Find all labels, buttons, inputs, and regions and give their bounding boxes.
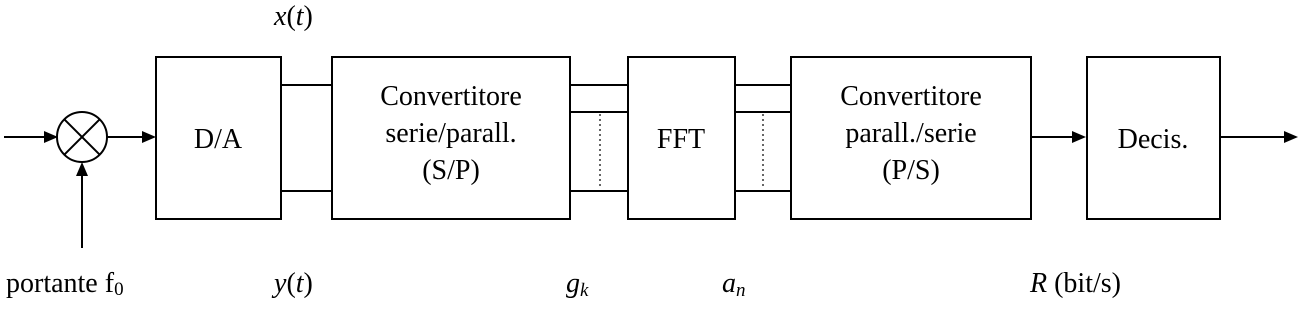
sp-converter-block (332, 57, 570, 219)
signal-x-t-label: x(t) (274, 1, 313, 32)
decision-block (1087, 57, 1220, 219)
decis-label: Decis. (1117, 124, 1189, 155)
sp-label-line-2: serie/parall. (385, 118, 517, 149)
da-label: D/A (193, 124, 243, 155)
fft-ps-parallel-lines (735, 85, 791, 191)
ps-converter-block (791, 57, 1031, 219)
carrier-arrowhead (76, 162, 88, 176)
sp-label-line-1: Convertitore (380, 81, 522, 112)
fft-label: FFT (656, 124, 706, 155)
da-block (156, 57, 281, 219)
output-arrowhead (1284, 131, 1298, 143)
signal-y-t-label: y(t) (274, 268, 313, 299)
bit-rate-label: R (bit/s) (1030, 268, 1121, 299)
input-arrowhead (44, 131, 58, 143)
fft-block (628, 57, 735, 219)
mixer-symbol (57, 112, 107, 162)
signal-gk-label: gk (566, 268, 589, 301)
signal-an-label: an (722, 268, 746, 301)
ps-to-decis-arrowhead (1072, 131, 1086, 143)
mixer-to-da-arrowhead (142, 131, 156, 143)
carrier-label: portante f0 (6, 268, 124, 300)
ps-label-line-2: parall./serie (845, 118, 977, 149)
sp-fft-parallel-lines (570, 85, 628, 191)
ps-label-line-1: Convertitore (840, 81, 982, 112)
ps-label-line-3: (P/S) (882, 155, 940, 186)
sp-label-line-3: (S/P) (422, 155, 480, 186)
